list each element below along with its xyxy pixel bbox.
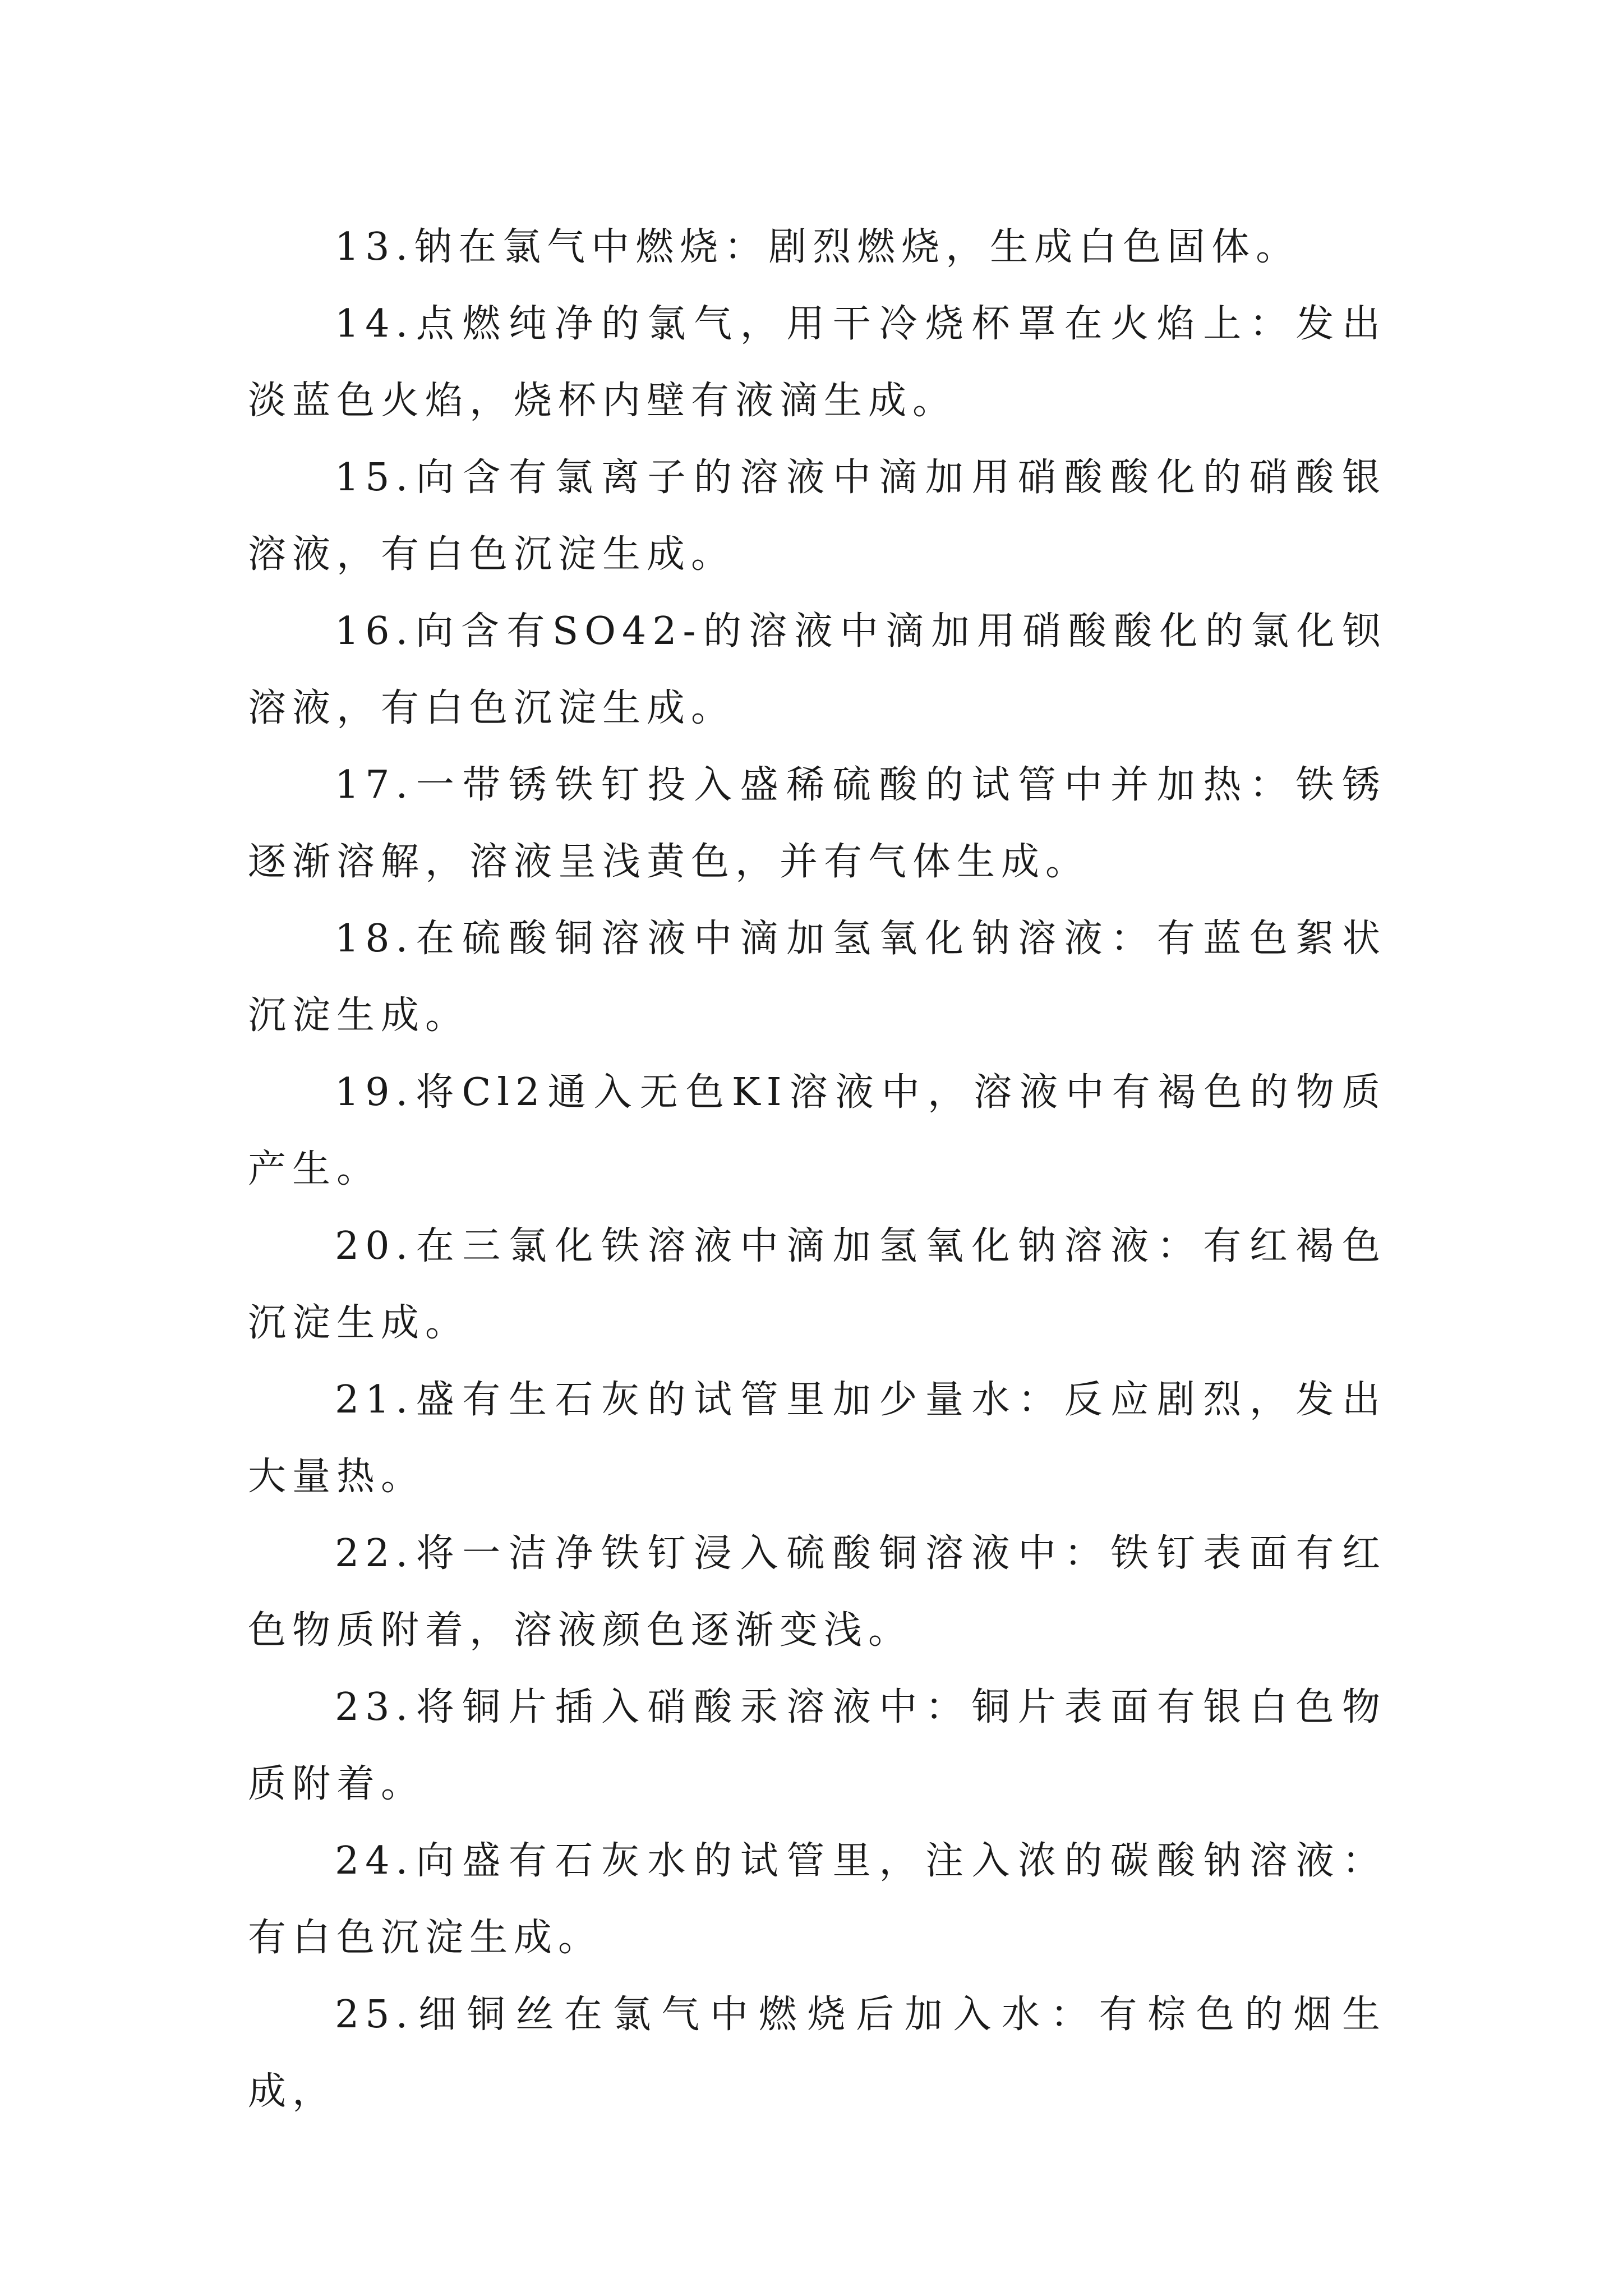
paragraph-item-16: 16.向含有SO42-的溶液中滴加用硝酸酸化的氯化钡溶液，有白色沉淀生成。	[248, 609, 1386, 730]
document-body	[248, 209, 1386, 2130]
paragraph-item-23: 23.将铜片插入硝酸汞溶液中：铜片表面有银白色物质附着。	[248, 1685, 1386, 1806]
paragraph-item-17: 17.一带锈铁钉投入盛稀硫酸的试管中并加热：铁锈逐渐溶解，溶液呈浅黄色，并有气体生成。	[248, 763, 1386, 884]
paragraph-item-24: 24.向盛有石灰水的试管里，注入浓的碳酸钠溶液：有白色沉淀生成。	[248, 1839, 1386, 1960]
paragraph-item-25: 25.细铜丝在氯气中燃烧后加入水：有棕色的烟生成，	[248, 1993, 1386, 2114]
paragraph-item-13: 13.钠在氯气中燃烧：剧烈燃烧，生成白色固体。	[335, 225, 1301, 269]
paragraph-item-15: 15.向含有氯离子的溶液中滴加用硝酸酸化的硝酸银溶液，有白色沉淀生成。	[248, 455, 1386, 577]
paragraph-item-22: 22.将一洁净铁钉浸入硫酸铜溶液中：铁钉表面有红色物质附着，溶液颜色逐渐变浅。	[248, 1531, 1386, 1653]
paragraph-item-18: 18.在硫酸铜溶液中滴加氢氧化钠溶液：有蓝色絮状沉淀生成。	[248, 917, 1386, 1038]
paragraph-item-21: 21.盛有生石灰的试管里加少量水：反应剧烈，发出大量热。	[248, 1378, 1386, 1499]
paragraph-item-20: 20.在三氯化铁溶液中滴加氢氧化钠溶液：有红褐色沉淀生成。	[248, 1224, 1386, 1345]
paragraph-item-19: 19.将Cl2通入无色KI溶液中，溶液中有褐色的物质产生。	[248, 1070, 1386, 1191]
paragraph-item-14: 14.点燃纯净的氯气，用干冷烧杯罩在火焰上：发出淡蓝色火焰，烧杯内壁有液滴生成。	[248, 302, 1386, 423]
